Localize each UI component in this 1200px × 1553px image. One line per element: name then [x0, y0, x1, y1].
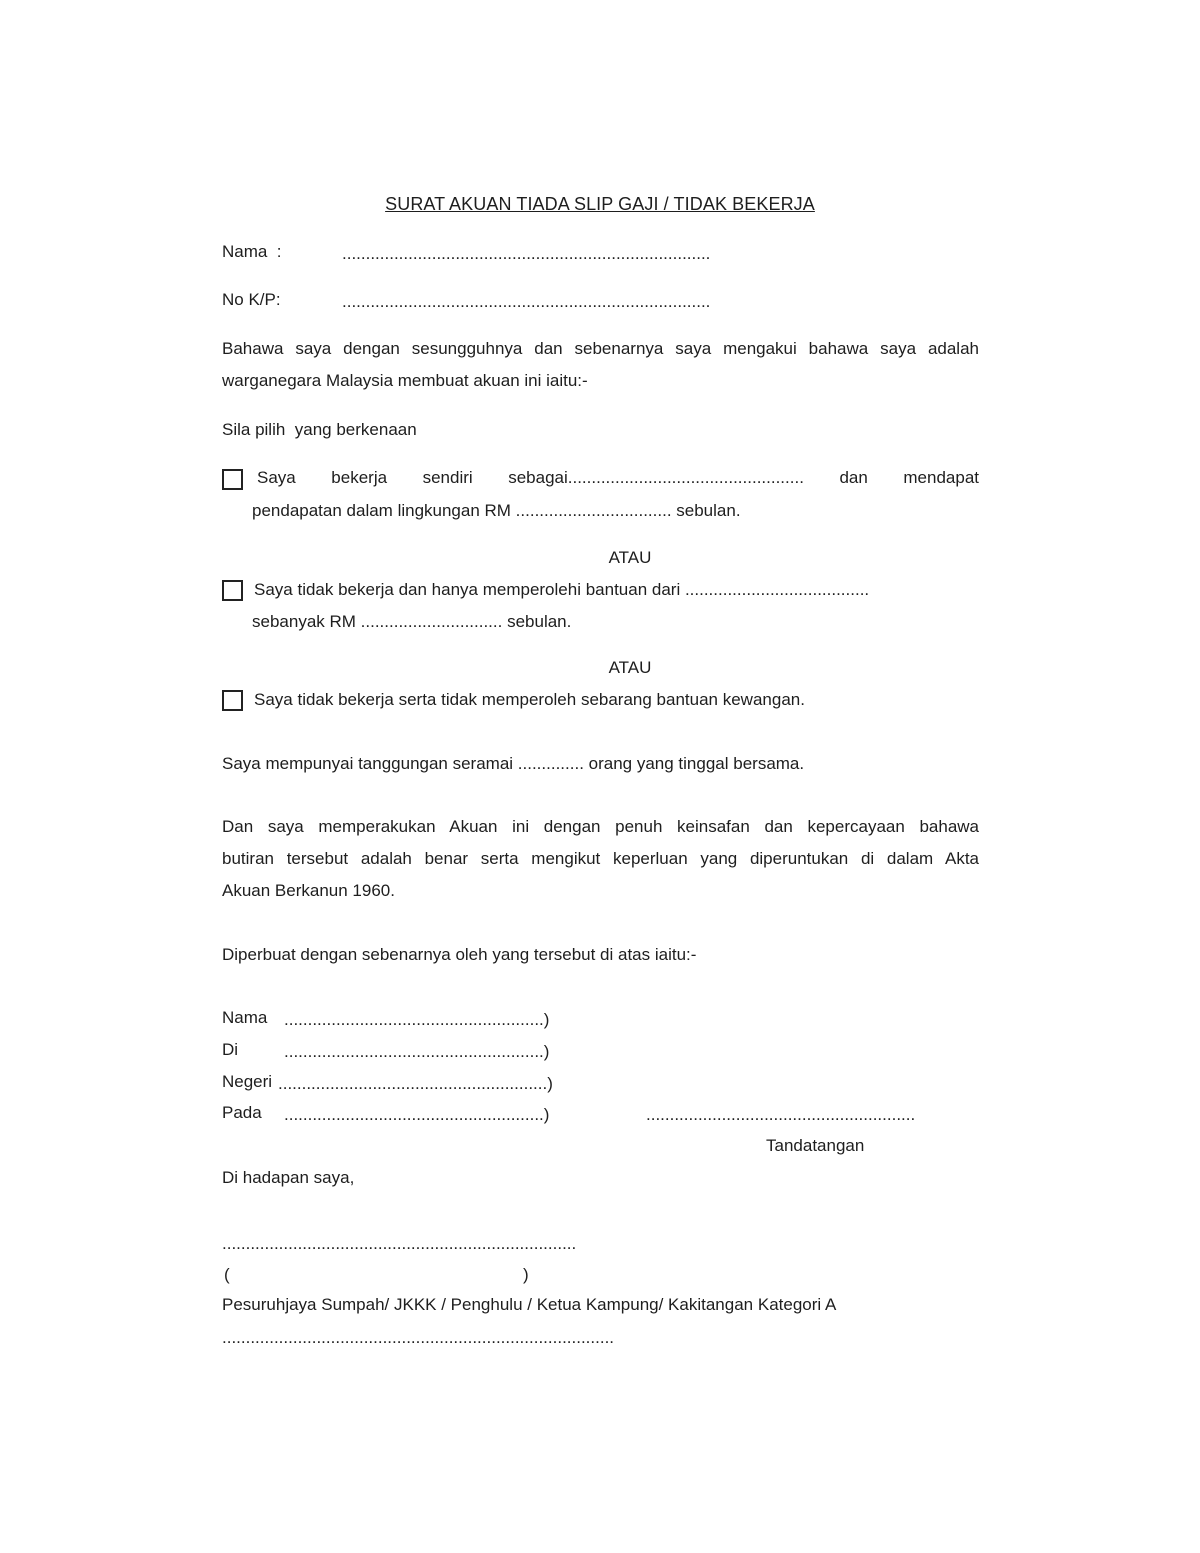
sign-row-field-di[interactable]: .......................................................) — [284, 1042, 550, 1061]
paren-close: ) — [523, 1265, 529, 1284]
commissioner-title: Pesuruhjaya Sumpah/ JKKK / Penghulu / Ketua Kampung/ Kakitangan Kategori A — [222, 1295, 837, 1314]
option-3-checkbox[interactable] — [222, 690, 243, 711]
option-2-line-1: Saya tidak bekerja dan hanya memperolehi bantuan dari ....................................... — [254, 580, 870, 599]
sign-row-label-pada: Pada — [222, 1103, 262, 1122]
nama-label: Nama : — [222, 242, 282, 261]
option-3-line-1: Saya tidak bekerja serta tidak memperoleh sebarang bantuan kewangan. — [254, 690, 805, 709]
sign-row-field-pada[interactable]: .......................................................) — [284, 1105, 550, 1124]
dependents-statement: Saya mempunyai tanggungan seramai .............. orang yang tinggal bersama. — [222, 754, 805, 773]
signature-line[interactable]: ......................................................... — [646, 1105, 916, 1124]
declaration-line-2: butiran tersebut adalah benar serta mengikut keperluan yang diperuntukan di dalam Akta — [222, 849, 979, 868]
declaration-line-1: Dan saya memperakukan Akuan ini dengan penuh keinsafan dan kepercayaan bahawa — [222, 817, 979, 836]
sign-row-field-negeri[interactable]: .........................................................) — [278, 1074, 553, 1093]
commissioner-stamp-line[interactable]: ................................................................................... — [222, 1328, 615, 1347]
option-1-checkbox[interactable] — [222, 469, 243, 490]
option-1-line-1: Saya bekerja sendiri sebagai.................................................. dan mendapat — [257, 468, 979, 487]
intro-line-1: Bahawa saya dengan sesungguhnya dan sebenarnya saya mengakui bahawa saya adalah — [222, 339, 979, 358]
sign-row-label-di: Di — [222, 1040, 239, 1059]
choose-instruction: Sila pilih yang berkenaan — [222, 420, 417, 439]
atau-separator-1: ATAU — [608, 548, 652, 567]
option-2-line-2: sebanyak RM .............................. sebulan. — [252, 612, 572, 631]
nokp-label: No K/P: — [222, 290, 281, 309]
before-me-label: Di hadapan saya, — [222, 1168, 355, 1187]
signature-label: Tandatangan — [766, 1136, 865, 1155]
sign-row-field-nama[interactable]: .......................................................) — [284, 1010, 550, 1029]
witness-signature-line[interactable]: ........................................................................... — [222, 1234, 577, 1253]
nokp-field[interactable]: .............................................................................. — [342, 292, 711, 311]
document-title: SURAT AKUAN TIADA SLIP GAJI / TIDAK BEKERJA — [385, 194, 815, 214]
atau-separator-2: ATAU — [608, 658, 652, 677]
made-by-statement: Diperbuat dengan sebenarnya oleh yang tersebut di atas iaitu:- — [222, 945, 697, 964]
paren-open: ( — [224, 1265, 230, 1284]
declaration-line-3: Akuan Berkanun 1960. — [222, 881, 395, 900]
intro-line-2: warganegara Malaysia membuat akuan ini iaitu:- — [222, 371, 588, 390]
sign-row-label-nama: Nama — [222, 1008, 268, 1027]
option-2-checkbox[interactable] — [222, 580, 243, 601]
sign-row-label-negeri: Negeri — [222, 1072, 273, 1091]
option-1-line-2: pendapatan dalam lingkungan RM ................................. sebulan. — [252, 501, 741, 520]
nama-field[interactable]: .............................................................................. — [342, 244, 711, 263]
